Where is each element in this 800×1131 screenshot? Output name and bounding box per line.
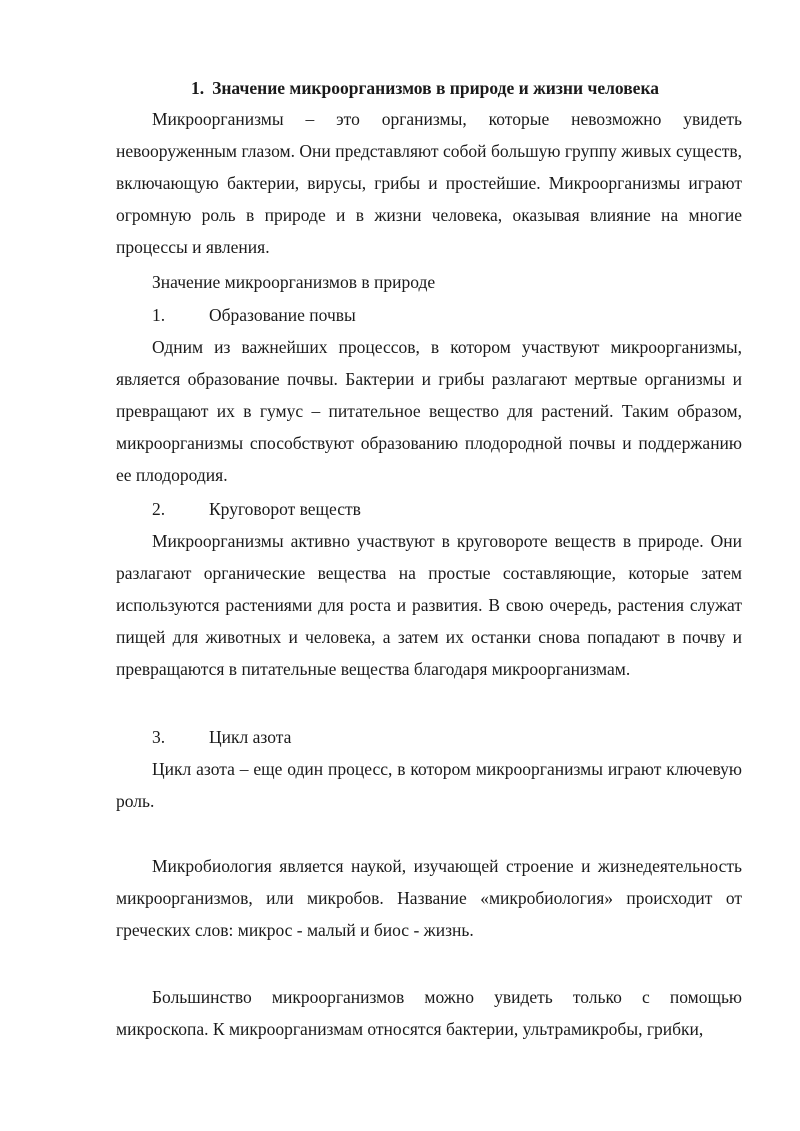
list-item-cycle: [152, 497, 361, 521]
list-item-title: Круговорот веществ: [209, 499, 361, 519]
list-item-nitrogen: [152, 725, 291, 749]
section-heading: [0, 76, 800, 100]
heading-number: 1.: [190, 78, 205, 98]
paragraph-nitrogen: Цикл азота – еще один процесс, в котором микроорганизмы играют ключевую роль.: [116, 759, 742, 811]
list-item-number: 1.: [152, 305, 166, 325]
list-item-number: 2.: [152, 499, 166, 519]
list-item-title: Цикл азота: [209, 727, 292, 747]
paragraph-microbiology: Микробиология является наукой, изучающей строение и жизнедеятельность микроорганизмов, или микробов. Название «микробиология» происходит от греческих слов: микрос - малый и биос - жизнь.: [116, 856, 742, 940]
paragraph-cycle: Микроорганизмы активно участвуют в круговороте веществ в природе. Они разлагают органические вещества на простые составляющие, которые затем используются растениями для роста и развития. В свою очередь, растения служат пищей для животных и человека, а затем их останки снова попадают в почву и превращаются в питательные вещества благодаря микроорганизмам.: [116, 531, 742, 679]
paragraph-soil: Одним из важнейших процессов, в котором участвуют микроорганизмы, является образование почвы. Бактерии и грибы разлагают мертвые организмы и превращают их в гумус – питательное вещество для растений. Таким образом, микроорганизмы способствуют образованию плодородной почвы и поддержанию ее плодородия.: [116, 337, 742, 485]
list-item-title: Образование почвы: [209, 305, 356, 325]
paragraph-closing: Большинство микроорганизмов можно увидеть только с помощью микроскопа. К микроорганизмам относятся бактерии, ультрамикробы, грибки,: [116, 987, 742, 1039]
list-item-soil: [152, 303, 356, 327]
intro-paragraph: Микроорганизмы – это организмы, которые невозможно увидеть невооруженным глазом. Они представляют собой большую группу живых существ, включающую бактерии, вирусы, грибы и простейшие. Микроорганизмы играют огромную роль в природе и в жизни человека, оказывая влияние на многие процессы и явления.: [116, 109, 742, 257]
heading-title: Значение микроорганизмов в природе и жизни человека: [212, 78, 660, 98]
subheading: Значение микроорганизмов в природе: [152, 272, 436, 292]
list-item-number: 3.: [152, 727, 166, 747]
